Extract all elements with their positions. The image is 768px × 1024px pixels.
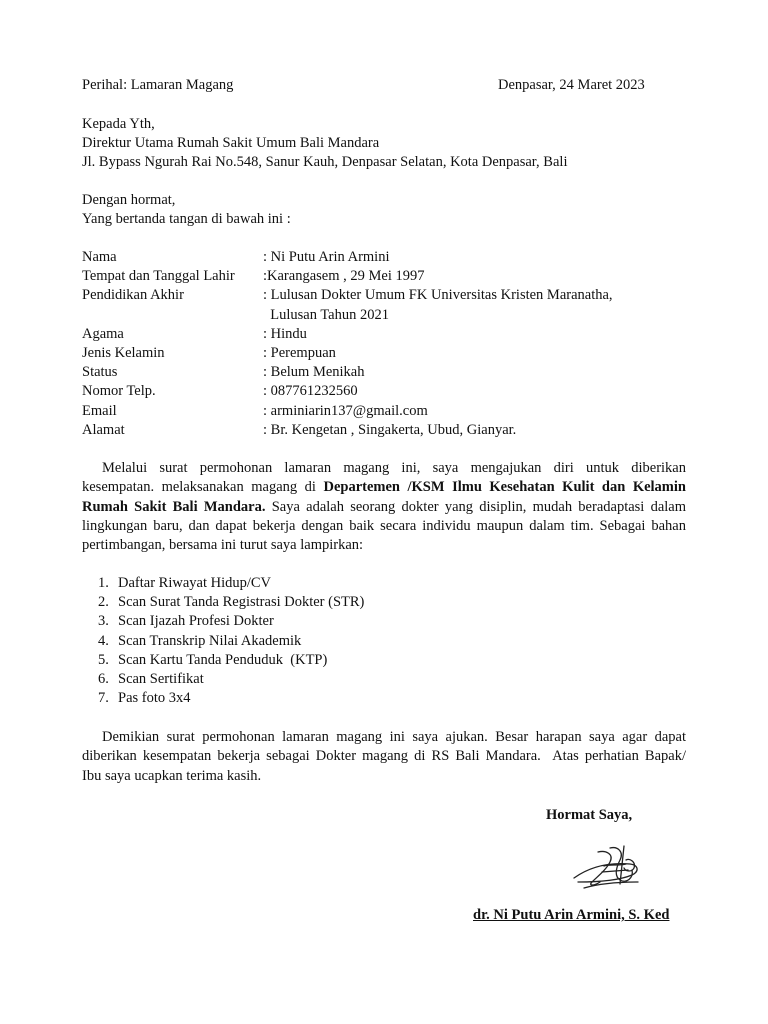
list-item: 6. Scan Sertifikat — [98, 671, 204, 688]
body2-line-1: Demikian surat permohonan lamaran magang ini saya ajukan. Besar harapan saya agar dapat — [102, 729, 686, 745]
body1-line-3-text: Saya adalah seorang dokter yang disiplin, mudah beradaptasi dalam — [265, 498, 686, 515]
body1-line-3 — [82, 498, 686, 517]
field-value-pendidikan: : Lulusan Dokter Umum FK Universitas Kristen Maranatha, — [263, 287, 613, 303]
greeting: Dengan hormat, — [82, 192, 176, 208]
body1-line-4: lingkungan baru, dan dapat bekerja dengan baik secara individu maupun dalam tim. Sebagai bahan — [82, 517, 686, 534]
subject-line: Perihal: Lamaran Magang — [82, 77, 234, 93]
list-item: 7. Pas foto 3x4 — [98, 690, 191, 707]
attachment-list — [98, 574, 364, 708]
field-value-alamat: : Br. Kengetan , Singakerta, Ubud, Gianyar. — [263, 422, 517, 438]
body1-line-2 — [82, 478, 686, 497]
field-label-telp: Nomor Telp. — [82, 383, 156, 399]
signature-image — [564, 838, 650, 898]
list-item: 2. Scan Surat Tanda Registrasi Dokter (STR) — [98, 594, 365, 611]
recipient-name: Direktur Utama Rumah Sakit Umum Bali Mandara — [82, 135, 380, 151]
field-label-status: Status — [82, 364, 118, 380]
body1-line-1: Melalui surat permohonan lamaran magang ini, saya mengajukan diri untuk diberikan — [102, 460, 686, 476]
body1-line-5: pertimbangan, bersama ini turut saya lampirkan: — [82, 537, 364, 554]
body2-line-3: Ibu saya ucapkan terima kasih. — [82, 767, 262, 784]
department-name: Departemen /KSM Ilmu Kesehatan Kulit dan Kelamin — [323, 479, 686, 496]
recipient-salutation: Kepada Yth, — [82, 116, 155, 132]
field-value-agama: : Hindu — [263, 326, 307, 342]
field-label-alamat: Alamat — [82, 422, 125, 438]
list-item: 3. Scan Ijazah Profesi Dokter — [98, 613, 274, 630]
field-label-jenis-kelamin: Jenis Kelamin — [82, 345, 165, 361]
signatory-name: dr. Ni Putu Arin Armini, S. Ked — [473, 907, 670, 923]
field-value-telp: : 087761232560 — [263, 383, 358, 399]
field-value-ttl: :Karangasem , 29 Mei 1997 — [263, 268, 425, 284]
body1-line-2-text: kesempatan. melaksanakan magang di — [82, 479, 324, 496]
field-value-pendidikan-cont: Lulusan Tahun 2021 — [263, 307, 389, 323]
list-item: 4. Scan Transkrip Nilai Akademik — [98, 632, 302, 649]
place-date: Denpasar, 24 Maret 2023 — [498, 77, 645, 93]
body-paragraph-2 — [82, 728, 686, 786]
field-label-agama: Agama — [82, 326, 124, 342]
field-label-nama: Nama — [82, 249, 117, 265]
recipient-address: Jl. Bypass Ngurah Rai No.548, Sanur Kauh, Denpasar Selatan, Kota Denpasar, Bali — [82, 154, 568, 170]
intro-line: Yang bertanda tangan di bawah ini : — [82, 211, 291, 227]
field-label-pendidikan: Pendidikan Akhir — [82, 287, 184, 303]
field-label-ttl: Tempat dan Tanggal Lahir — [82, 268, 235, 284]
body-paragraph-1 — [82, 459, 686, 555]
field-value-email: : arminiarin137@gmail.com — [263, 403, 428, 419]
list-item: 1. Daftar Riwayat Hidup/CV — [98, 575, 272, 591]
list-item: 5. Scan Kartu Tanda Penduduk (KTP) — [98, 651, 328, 668]
body2-line-2: diberikan kesempatan bekerja sebagai Dokter magang di RS Bali Mandara. Atas perhatian Bapak/ — [82, 748, 686, 765]
closing-salutation: Hormat Saya, — [546, 807, 633, 823]
field-value-nama: : Ni Putu Arin Armini — [263, 249, 390, 265]
hospital-name: Rumah Sakit Bali Mandara. — [82, 498, 266, 515]
field-value-status: : Belum Menikah — [263, 364, 365, 380]
field-value-jenis-kelamin: : Perempuan — [263, 345, 336, 361]
field-label-email: Email — [82, 403, 117, 419]
